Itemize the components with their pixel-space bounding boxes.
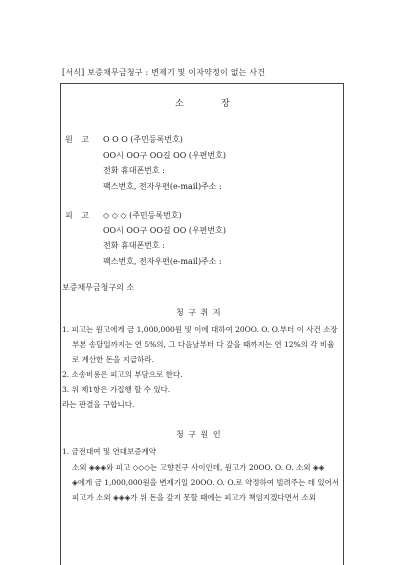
defendant-name: ◇ ◇ ◇ (주민등록번호) [103, 211, 182, 220]
claim-purpose-item1-line2: 부본 송달일까지는 연 5%의, 그 다음날부터 다 갚을 때까지는 연 12%의 각 비율 [72, 340, 335, 349]
claim-cause-item1-title: 1. 금전대여 및 연대보증계약 [62, 447, 157, 456]
plaintiff-name: O O O (주민등록번호) [103, 135, 183, 144]
claim-purpose-item1-line3: 로 계산한 돈을 지급하라. [72, 355, 154, 364]
claim-cause-line3: 피고가 소외 ◈◈◈가 위 돈을 갚지 못할 때에는 피고가 책임지겠다면서 소외 [72, 493, 317, 502]
claim-cause-line2: ◈에게 금 1,000,000원을 변제기일 20OO. O. O.로 약정하여 빌려주는 데 있어서 [72, 478, 340, 487]
defendant-address: OO시 OO구 OO길 OO (우편번호) [103, 226, 226, 235]
claim-purpose-heading: 청 구 취 지 [176, 308, 222, 317]
claim-cause-heading: 청 구 원 인 [176, 430, 222, 439]
plaintiff-label: 원 고 [65, 135, 89, 144]
defendant-phone: 전화 휴대폰번호 : [103, 241, 165, 250]
plaintiff-fax-email: 팩스번호, 전자우편(e-mail)주소 : [103, 182, 222, 191]
claim-purpose-item1-line1: 1. 피고는 원고에게 금 1,000,000원 및 이에 대하여 20OO. O. O.부터 이 사건 소장 [62, 325, 338, 334]
plaintiff-address: OO시 OO구 OO길 OO (우편번호) [103, 151, 226, 160]
defendant-label: 피 고 [65, 211, 89, 220]
doc-title-so: 소 [175, 99, 184, 109]
claim-purpose-item2: 2. 소송비용은 피고의 부담으로 한다. [62, 370, 183, 379]
doc-title-jang: 장 [221, 99, 230, 109]
claim-cause-line1: 소외 ◈◈◈와 피고 ◇◇◇는 고향친구 사이인데, 원고가 20OO. O. O. 소외 ◈◈ [72, 463, 325, 472]
claim-purpose-item3: 3. 위 제1항은 가집행 할 수 있다. [62, 385, 171, 394]
claim-purpose-closing: 라는 판결을 구합니다. [62, 400, 135, 409]
case-name: 보증채무금청구의 소 [62, 283, 135, 292]
plaintiff-phone: 전화 휴대폰번호 : [103, 166, 165, 175]
form-header-title: [서식] 보증채무금청구 : 변제기 및 이자약정이 없는 사건 [62, 68, 266, 77]
defendant-fax-email: 팩스번호, 전자우편(e-mail)주소 : [103, 257, 222, 266]
